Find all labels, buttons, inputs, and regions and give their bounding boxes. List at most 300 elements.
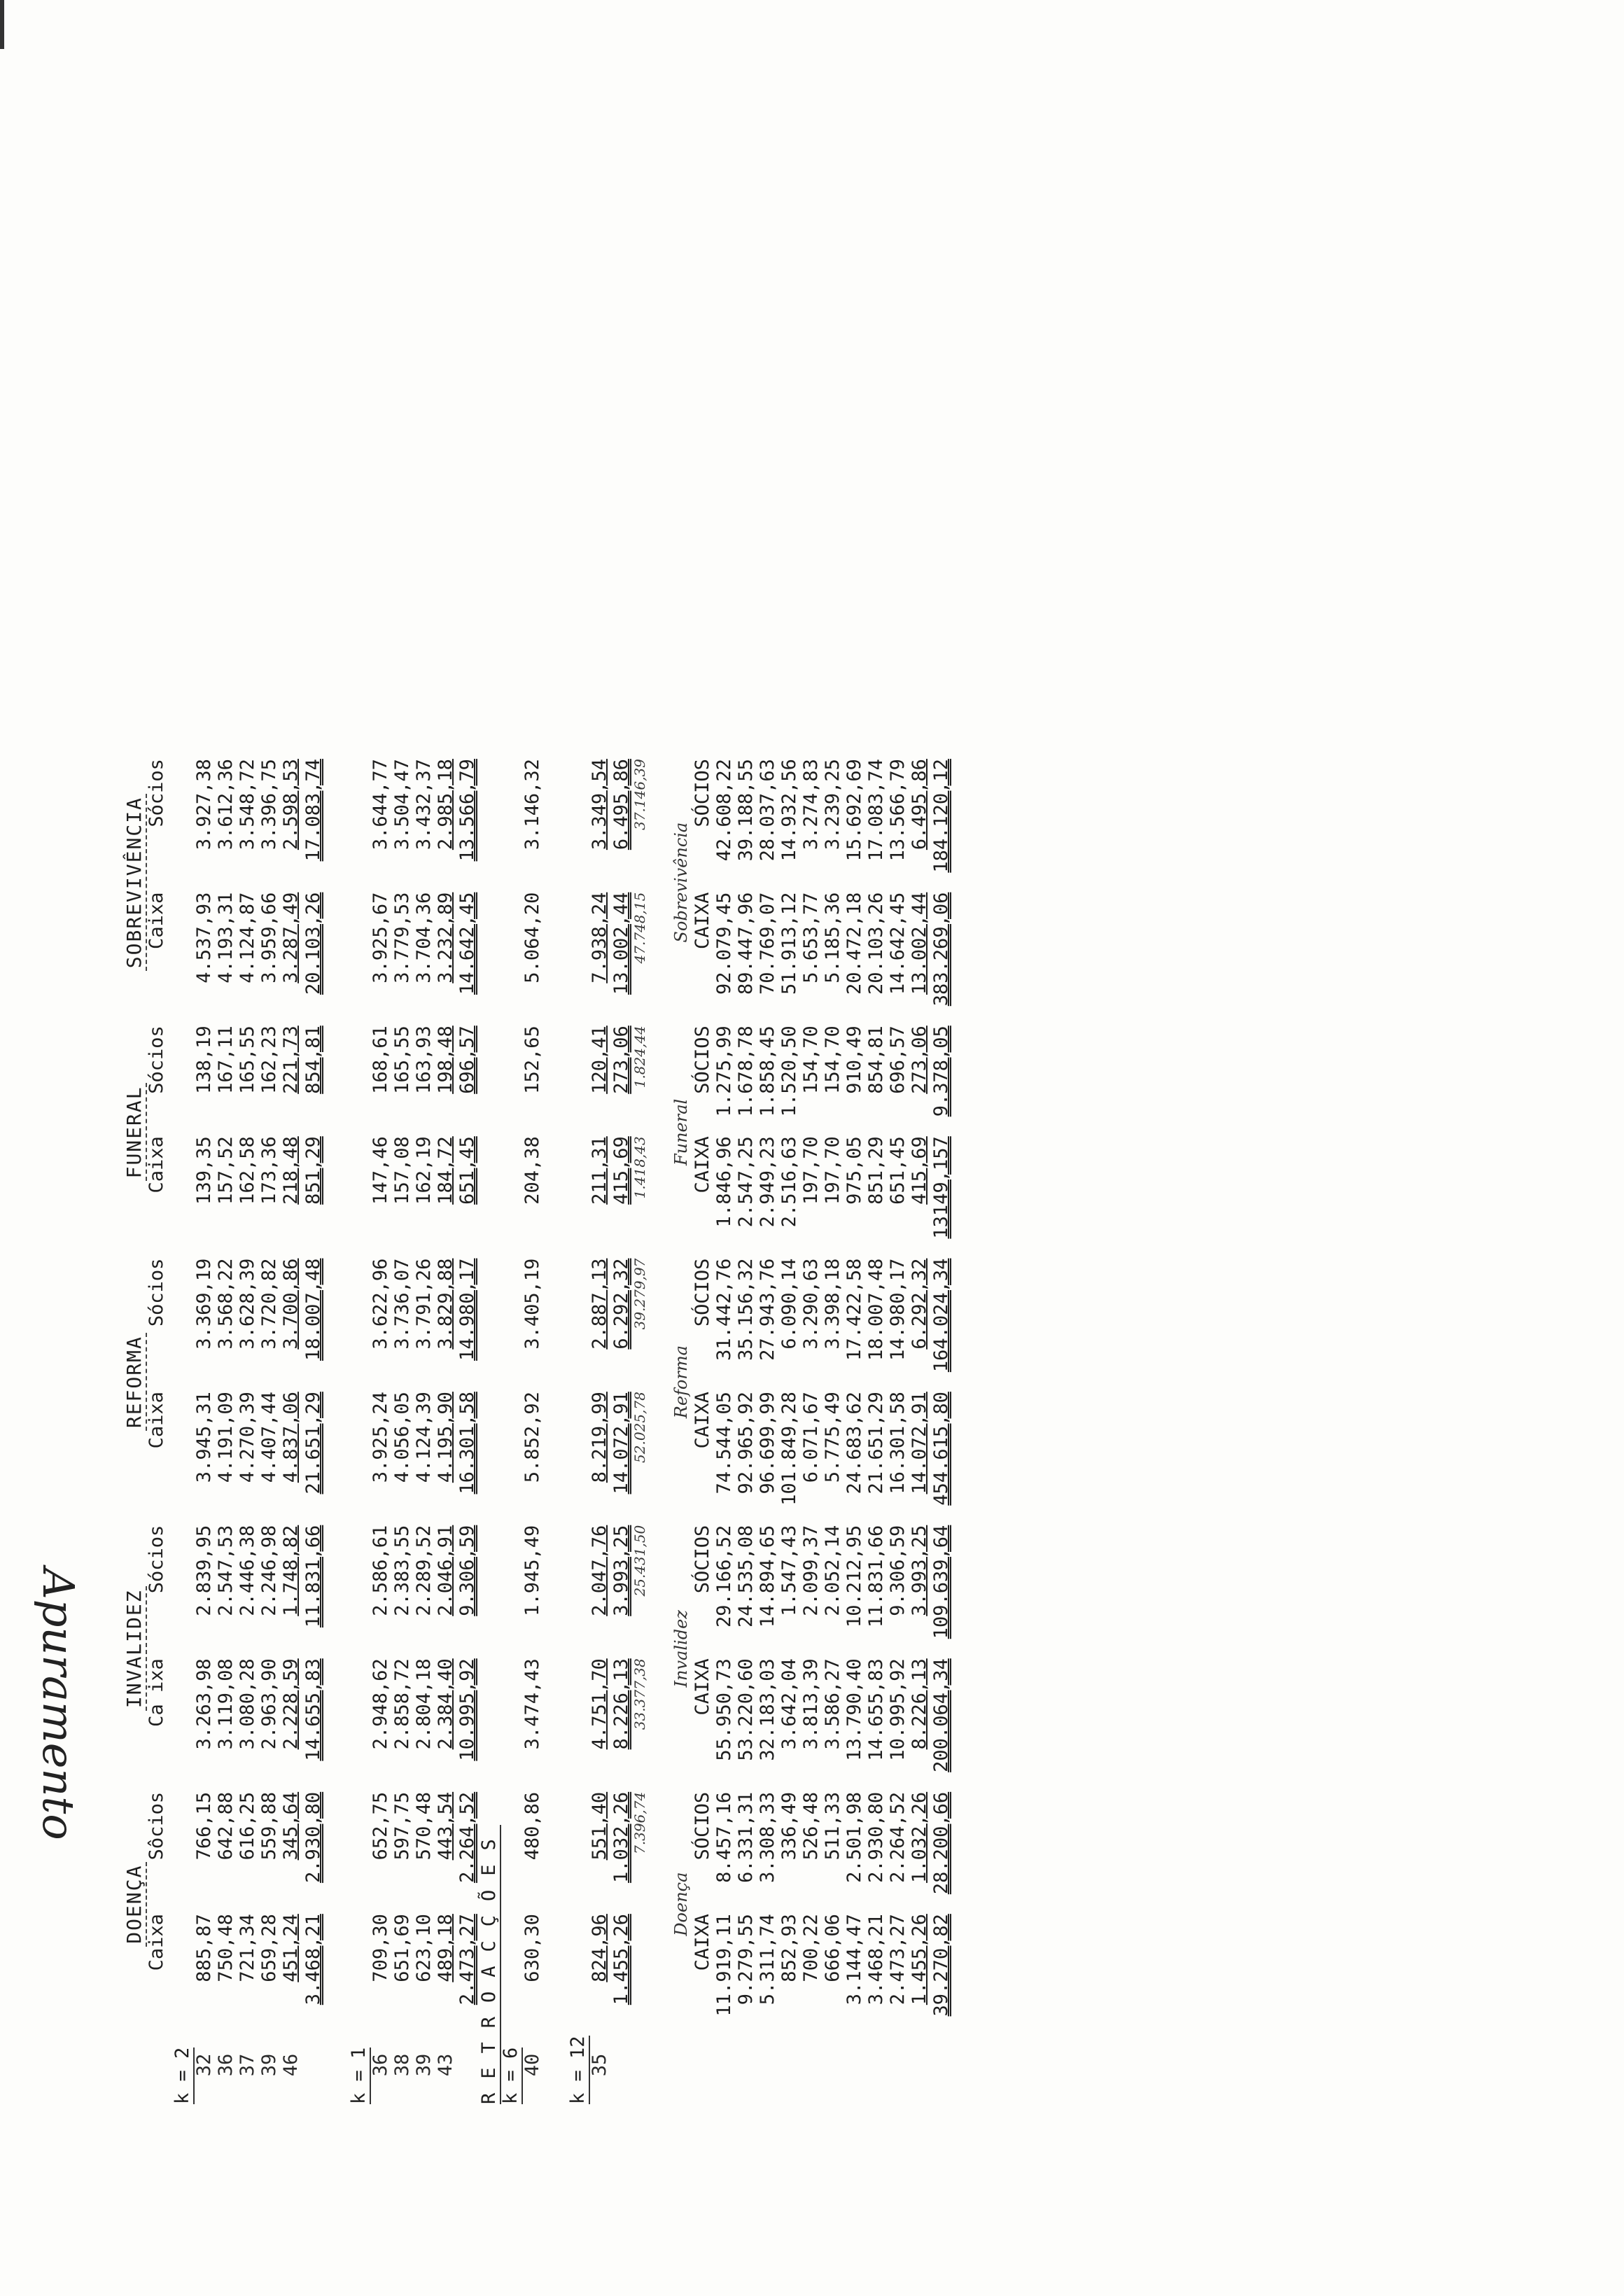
total-cell: 854,81 <box>302 1026 324 1094</box>
value-cell: 10.995,92 <box>887 1658 909 1761</box>
value-cell: 198,48 <box>434 1026 456 1094</box>
handwritten-note: 7.396,74 <box>631 1791 649 1854</box>
value-cell: 2.047,76 <box>589 1525 611 1616</box>
col-caixa: Caixa <box>146 1136 168 1194</box>
empty-cell <box>567 1016 589 1126</box>
table-row <box>237 749 258 2114</box>
handwritten-note: 47.748,15 <box>631 892 649 964</box>
value-cell: 2.948,62 <box>369 1658 391 1750</box>
empty-cell <box>172 1016 193 1126</box>
total-cell: 6.495,86 <box>610 759 633 850</box>
value-cell: 1.858,45 <box>756 1026 778 1117</box>
summary-label-row <box>672 749 692 2114</box>
value-cell: 559,88 <box>258 1791 281 1861</box>
value-cell: 18.007,48 <box>865 1258 888 1361</box>
value-cell: 14.072,91 <box>909 1392 931 1494</box>
empty-cell <box>500 749 522 883</box>
empty-cell <box>567 1249 589 1382</box>
value-cell: 5.185,36 <box>822 892 844 983</box>
empty-cell <box>713 2086 735 2114</box>
value-cell: 3.628,39 <box>237 1258 259 1350</box>
value-cell: 211,31 <box>589 1136 611 1205</box>
col-caixa: CAIXA <box>691 1914 713 1971</box>
value-cell: 885,87 <box>193 1914 216 1982</box>
total-cell: 109.639,64 <box>930 1525 953 1639</box>
value-cell: 157,08 <box>391 1136 413 1205</box>
value-cell: 120,41 <box>589 1026 611 1094</box>
value-cell: 3.432,37 <box>412 759 435 850</box>
value-cell: 1.945,49 <box>521 1525 543 1616</box>
value-cell: 31.442,76 <box>713 1258 735 1361</box>
value-cell: 11.919,11 <box>713 1914 735 2017</box>
summary-row <box>800 749 822 2114</box>
empty-cell <box>735 2026 757 2086</box>
table-row <box>215 749 237 2114</box>
empty-cell <box>348 749 370 883</box>
value-cell: 3.642,04 <box>778 1658 800 1750</box>
total-cell: 11.831,66 <box>302 1525 324 1628</box>
value-cell: 3.925,67 <box>369 892 391 983</box>
total-cell: 18.007,48 <box>302 1258 324 1361</box>
value-cell: 3.239,25 <box>822 759 844 850</box>
value-cell: 154,70 <box>822 1026 844 1094</box>
empty-cell <box>500 1648 522 1782</box>
value-cell: 2.052,14 <box>822 1525 844 1616</box>
empty-cell <box>348 1904 370 2026</box>
value-cell: 27.943,76 <box>756 1258 778 1361</box>
empty-cell <box>500 1782 522 1904</box>
section-doenca: DOENÇA <box>119 1782 146 2026</box>
summary-row <box>778 749 800 2114</box>
handwritten-note: 52.025,78 <box>631 1392 649 1463</box>
empty-cell <box>348 1016 370 1126</box>
value-cell: 3.504,47 <box>391 759 413 850</box>
summary-row <box>865 749 887 2114</box>
spacer-row <box>543 749 567 2114</box>
value-cell: 2.858,72 <box>391 1658 413 1750</box>
value-cell: 766,15 <box>193 1791 216 1861</box>
table-row <box>370 749 391 2114</box>
total-cell: 2.930,80 <box>302 1791 324 1883</box>
empty-cell <box>909 2026 930 2086</box>
value-cell: 10.212,95 <box>844 1525 866 1628</box>
value-cell: 5.852,92 <box>521 1392 543 1483</box>
handwritten-note: 1.418,43 <box>631 1136 649 1199</box>
empty-cell <box>567 1516 589 1649</box>
value-cell: 28.037,63 <box>756 759 778 862</box>
summary-row <box>909 749 930 2114</box>
value-cell: 480,86 <box>521 1791 543 1861</box>
empty-cell <box>348 883 370 1016</box>
value-cell: 616,25 <box>237 1791 259 1861</box>
value-cell: 14.894,65 <box>756 1525 778 1628</box>
value-cell: 17.083,74 <box>865 759 888 862</box>
empty-cell <box>632 2086 648 2114</box>
value-cell: 1.275,99 <box>713 1026 735 1117</box>
value-cell: 5.653,77 <box>799 892 822 983</box>
value-cell: 53.220,60 <box>734 1658 757 1761</box>
empty-cell <box>692 2026 713 2086</box>
page-edge-mark <box>0 0 4 49</box>
total-cell: 14.655,83 <box>302 1658 324 1761</box>
empty-cell <box>930 2026 952 2086</box>
value-cell: 2.516,63 <box>778 1136 800 1228</box>
summary-header-row <box>692 749 713 2114</box>
value-cell: 415,69 <box>909 1136 931 1205</box>
value-cell: 139,35 <box>193 1136 216 1205</box>
value-cell: 2.501,98 <box>844 1791 866 1883</box>
value-cell: 3.791,26 <box>412 1258 435 1350</box>
empty-cell <box>172 1648 193 1782</box>
age-label: 32 <box>193 2053 216 2077</box>
empty-cell <box>844 2086 865 2114</box>
k-row <box>567 749 589 2114</box>
value-cell: 2.586,61 <box>369 1525 391 1616</box>
value-cell: 218,48 <box>280 1136 302 1205</box>
total-cell: 14.980,17 <box>456 1258 478 1361</box>
col-socios: Sócios <box>146 1525 168 1594</box>
summary-row <box>735 749 757 2114</box>
value-cell: 489,18 <box>434 1914 456 1982</box>
value-cell: 162,58 <box>237 1136 259 1205</box>
value-cell: 3.644,77 <box>369 759 391 850</box>
total-cell: 1.455,26 <box>610 1914 633 2005</box>
col-socios: Sócios <box>146 1258 168 1327</box>
value-cell: 184,72 <box>434 1136 456 1205</box>
total-row <box>610 749 632 2114</box>
value-cell: 3.925,24 <box>369 1392 391 1483</box>
total-cell: 1.032,26 <box>610 1791 633 1883</box>
value-cell: 597,75 <box>391 1791 413 1861</box>
total-cell: 383.269,06 <box>930 892 953 1007</box>
age-label: 40 <box>521 2053 543 2077</box>
table-row <box>589 749 610 2114</box>
value-cell: 3.945,31 <box>193 1392 216 1483</box>
empty-cell <box>500 1382 522 1516</box>
value-cell: 3.736,07 <box>391 1258 413 1350</box>
empty-cell <box>172 1904 193 2026</box>
total-cell: 10.995,92 <box>456 1658 478 1761</box>
empty-cell <box>500 1016 522 1126</box>
col-socios: Sócios <box>146 759 168 827</box>
empty-cell <box>172 1516 193 1649</box>
value-cell: 42.608,22 <box>713 759 735 862</box>
empty-cell <box>610 2086 632 2114</box>
age-label: 36 <box>215 2053 237 2077</box>
rotated-ledger <box>119 238 1239 2114</box>
k-label: k = 12 <box>566 2036 589 2104</box>
value-cell: 96.699,99 <box>756 1392 778 1494</box>
handwritten-note: 33.377,38 <box>631 1658 649 1730</box>
summary-row <box>822 749 844 2114</box>
empty-cell <box>692 2086 713 2114</box>
value-cell: 6.071,67 <box>799 1392 822 1483</box>
value-cell: 17.422,58 <box>844 1258 866 1361</box>
empty-cell <box>822 2026 844 2086</box>
empty-cell <box>757 2026 778 2086</box>
section-sobrevivencia: SOBREVIVÊNCIA <box>119 749 146 1016</box>
value-cell: 652,75 <box>369 1791 391 1861</box>
value-cell: 6.090,14 <box>778 1258 800 1350</box>
value-cell: 173,36 <box>258 1136 281 1205</box>
value-cell: 55.950,73 <box>713 1658 735 1761</box>
table-row <box>258 749 280 2114</box>
total-cell: 13149,157 <box>930 1136 953 1239</box>
value-cell: 7.938,24 <box>589 892 611 983</box>
empty-cell <box>887 2086 909 2114</box>
value-cell: 14.655,83 <box>865 1658 888 1761</box>
empty-cell <box>567 1648 589 1782</box>
total-cell: 13.002,44 <box>610 892 633 995</box>
empty-cell <box>435 2086 456 2114</box>
empty-cell <box>778 2086 800 2114</box>
empty-cell <box>735 2086 757 2114</box>
value-cell: 89.447,96 <box>734 892 757 995</box>
value-cell: 1.520,50 <box>778 1026 800 1117</box>
total-cell: 8.226,13 <box>610 1658 633 1750</box>
empty-cell <box>930 2086 952 2114</box>
value-cell: 13.566,79 <box>887 759 909 862</box>
value-cell: 2.473,27 <box>887 1914 909 2005</box>
value-cell: 14.642,45 <box>887 892 909 995</box>
value-cell: 162,19 <box>412 1136 435 1205</box>
col-socios: SÓCIOS <box>691 1258 713 1327</box>
handwritten-note: 25.431,50 <box>631 1525 649 1597</box>
value-cell: 92.079,45 <box>713 892 735 995</box>
empty-cell <box>302 2026 324 2086</box>
value-cell: 2.963,90 <box>258 1658 281 1750</box>
value-cell: 3.398,18 <box>822 1258 844 1350</box>
empty-cell <box>672 2086 692 2114</box>
empty-cell <box>500 1904 522 2026</box>
empty-cell <box>500 1126 522 1248</box>
col-caixa: CAIXA <box>691 1658 713 1716</box>
handwritten-row <box>632 749 648 2114</box>
value-cell: 3.369,19 <box>193 1258 216 1350</box>
value-cell: 3.274,83 <box>799 759 822 850</box>
empty-cell <box>258 2086 280 2114</box>
value-cell: 221,73 <box>280 1026 302 1094</box>
value-cell: 163,93 <box>412 1026 435 1094</box>
summary-row <box>713 749 735 2114</box>
value-cell: 3.700,86 <box>280 1258 302 1350</box>
value-cell: 2.985,18 <box>434 759 456 850</box>
value-cell: 443,54 <box>434 1791 456 1861</box>
value-cell: 14.932,56 <box>778 759 800 862</box>
total-cell: 21.651,29 <box>302 1392 324 1494</box>
k-row <box>348 749 370 2114</box>
total-cell: 651,45 <box>456 1136 478 1205</box>
handwritten-note: 1.824,44 <box>631 1026 649 1088</box>
empty-cell <box>348 1126 370 1248</box>
value-cell: 3.829,88 <box>434 1258 456 1350</box>
value-cell: 721,34 <box>237 1914 259 1982</box>
value-cell: 2.547,25 <box>734 1136 757 1228</box>
value-cell: 852,93 <box>778 1914 800 1982</box>
empty-cell <box>456 2086 478 2114</box>
empty-cell <box>500 883 522 1016</box>
value-cell: 2.384,40 <box>434 1658 456 1750</box>
value-cell: 3.146,32 <box>521 759 543 850</box>
table-row <box>413 749 435 2114</box>
value-cell: 197,70 <box>822 1136 844 1205</box>
empty-cell <box>567 1904 589 2026</box>
value-cell: 9.279,55 <box>734 1914 757 2005</box>
empty-cell <box>589 2086 610 2114</box>
total-cell: 14.642,45 <box>456 892 478 995</box>
empty-cell <box>237 2086 258 2114</box>
total-cell: 9.378,05 <box>930 1026 953 1117</box>
value-cell: 11.831,66 <box>865 1525 888 1628</box>
signature: Apuramento <box>33 1568 84 1840</box>
value-cell: 2.547,53 <box>215 1525 237 1616</box>
total-cell: 16.301,58 <box>456 1392 478 1494</box>
ledger-body <box>172 749 952 2114</box>
value-cell: 2.598,53 <box>280 759 302 850</box>
value-cell: 167,11 <box>215 1026 237 1094</box>
value-cell: 659,28 <box>258 1914 281 1982</box>
empty-cell <box>413 2086 435 2114</box>
total-cell: 20.103,26 <box>302 892 324 995</box>
value-cell: 20.103,26 <box>865 892 888 995</box>
empty-cell <box>567 1126 589 1248</box>
k-row <box>500 749 522 2114</box>
value-cell: 3.993,25 <box>909 1525 931 1616</box>
empty-cell <box>713 2026 735 2086</box>
table-row <box>391 749 413 2114</box>
value-cell: 1.032,26 <box>909 1791 931 1883</box>
value-cell: 138,19 <box>193 1026 216 1094</box>
total-cell: 184.120,12 <box>930 759 953 873</box>
section-funeral: FUNERAL <box>119 1016 146 1248</box>
value-cell: 13.002,44 <box>909 892 931 995</box>
empty-cell <box>348 1516 370 1649</box>
value-cell: 2.289,52 <box>412 1525 435 1616</box>
value-cell: 2.046,91 <box>434 1525 456 1616</box>
value-cell: 5.775,49 <box>822 1392 844 1483</box>
total-cell: 17.083,74 <box>302 759 324 862</box>
value-cell: 2.264,52 <box>887 1791 909 1883</box>
value-cell: 551,40 <box>589 1791 611 1861</box>
value-cell: 630,30 <box>521 1914 543 1982</box>
value-cell: 4.537,93 <box>193 892 216 983</box>
empty-cell <box>172 1249 193 1382</box>
value-cell: 15.692,69 <box>844 759 866 862</box>
empty-cell <box>909 2086 930 2114</box>
value-cell: 165,55 <box>391 1026 413 1094</box>
empty-cell <box>567 1382 589 1516</box>
value-cell: 750,48 <box>215 1914 237 1982</box>
empty-cell <box>370 2086 391 2114</box>
total-cell: 454.615,80 <box>930 1392 953 1506</box>
age-label: 39 <box>258 2053 281 2077</box>
ledger-table <box>119 749 952 2114</box>
total-cell: 273,06 <box>610 1026 633 1094</box>
value-cell: 4.270,39 <box>237 1392 259 1483</box>
summary-section-label: Sobrevivência <box>671 822 692 943</box>
summary-row <box>757 749 778 2114</box>
value-cell: 3.568,22 <box>215 1258 237 1350</box>
empty-cell <box>172 1782 193 1904</box>
value-cell: 1.748,82 <box>280 1525 302 1616</box>
value-cell: 24.683,62 <box>844 1392 866 1494</box>
age-label: 35 <box>589 2053 611 2077</box>
value-cell: 29.166,52 <box>713 1525 735 1628</box>
summary-row <box>887 749 909 2114</box>
value-cell: 851,29 <box>865 1136 888 1205</box>
col-caixa: CAIXA <box>691 892 713 949</box>
value-cell: 51.913,12 <box>778 892 800 995</box>
value-cell: 651,69 <box>391 1914 413 1982</box>
total-cell: 28.200,66 <box>930 1791 953 1895</box>
value-cell: 3.144,47 <box>844 1914 866 2005</box>
value-cell: 666,06 <box>822 1914 844 1982</box>
value-cell: 2.099,37 <box>799 1525 822 1616</box>
table-row <box>435 749 456 2114</box>
retro-label: RETROACÇÕES <box>477 1825 500 2104</box>
summary-row <box>844 749 865 2114</box>
empty-cell <box>632 2026 648 2086</box>
value-cell: 8.457,16 <box>713 1791 735 1883</box>
col-socios: SÓCIOS <box>691 1791 713 1861</box>
table-row <box>522 749 543 2114</box>
value-cell: 162,23 <box>258 1026 281 1094</box>
col-caixa: Caixa <box>146 892 168 949</box>
total-cell: 2.264,52 <box>456 1791 478 1883</box>
age-label: 43 <box>434 2053 456 2077</box>
col-socios: Sôcios <box>146 1791 168 1861</box>
k-label: k = 1 <box>347 2047 370 2104</box>
value-cell: 70.769,07 <box>756 892 778 995</box>
k-label: k = 2 <box>172 2047 194 2104</box>
value-cell: 4.191,09 <box>215 1392 237 1483</box>
value-cell: 2.446,38 <box>237 1525 259 1616</box>
empty-cell <box>172 1382 193 1516</box>
empty-cell <box>500 1516 522 1649</box>
value-cell: 1.678,78 <box>734 1026 757 1117</box>
empty-cell <box>302 2086 324 2114</box>
value-cell: 3.290,63 <box>799 1258 822 1350</box>
empty-cell <box>865 2086 887 2114</box>
total-cell: 13.566,79 <box>456 759 478 862</box>
value-cell: 8.219,99 <box>589 1392 611 1483</box>
retro-row <box>478 749 500 2114</box>
value-cell: 3.548,72 <box>237 759 259 850</box>
col-caixa: Caixa <box>146 1914 168 1971</box>
empty-cell <box>567 1782 589 1904</box>
value-cell: 2.887,13 <box>589 1258 611 1350</box>
col-socios: SÓCIOS <box>691 759 713 827</box>
value-cell: 3.287,49 <box>280 892 302 983</box>
summary-section-label: Funeral <box>671 1098 692 1166</box>
empty-cell <box>632 1904 648 2026</box>
summary-section-label: Invalidez <box>671 1610 692 1688</box>
value-cell: 3.586,27 <box>822 1658 844 1750</box>
value-cell: 101.849,28 <box>778 1392 800 1506</box>
value-cell: 526,48 <box>799 1791 822 1861</box>
value-cell: 2.949,23 <box>756 1136 778 1228</box>
value-cell: 14.980,17 <box>887 1258 909 1361</box>
value-cell: 147,46 <box>369 1136 391 1205</box>
empty-cell <box>456 2026 478 2086</box>
value-cell: 2.839,95 <box>193 1525 216 1616</box>
empty-cell <box>778 2026 800 2086</box>
value-cell: 3.308,33 <box>756 1791 778 1883</box>
value-cell: 3.119,08 <box>215 1658 237 1750</box>
col-socios: SÓCIOS <box>691 1525 713 1594</box>
value-cell: 854,81 <box>865 1026 888 1094</box>
age-label: 46 <box>280 2053 302 2077</box>
